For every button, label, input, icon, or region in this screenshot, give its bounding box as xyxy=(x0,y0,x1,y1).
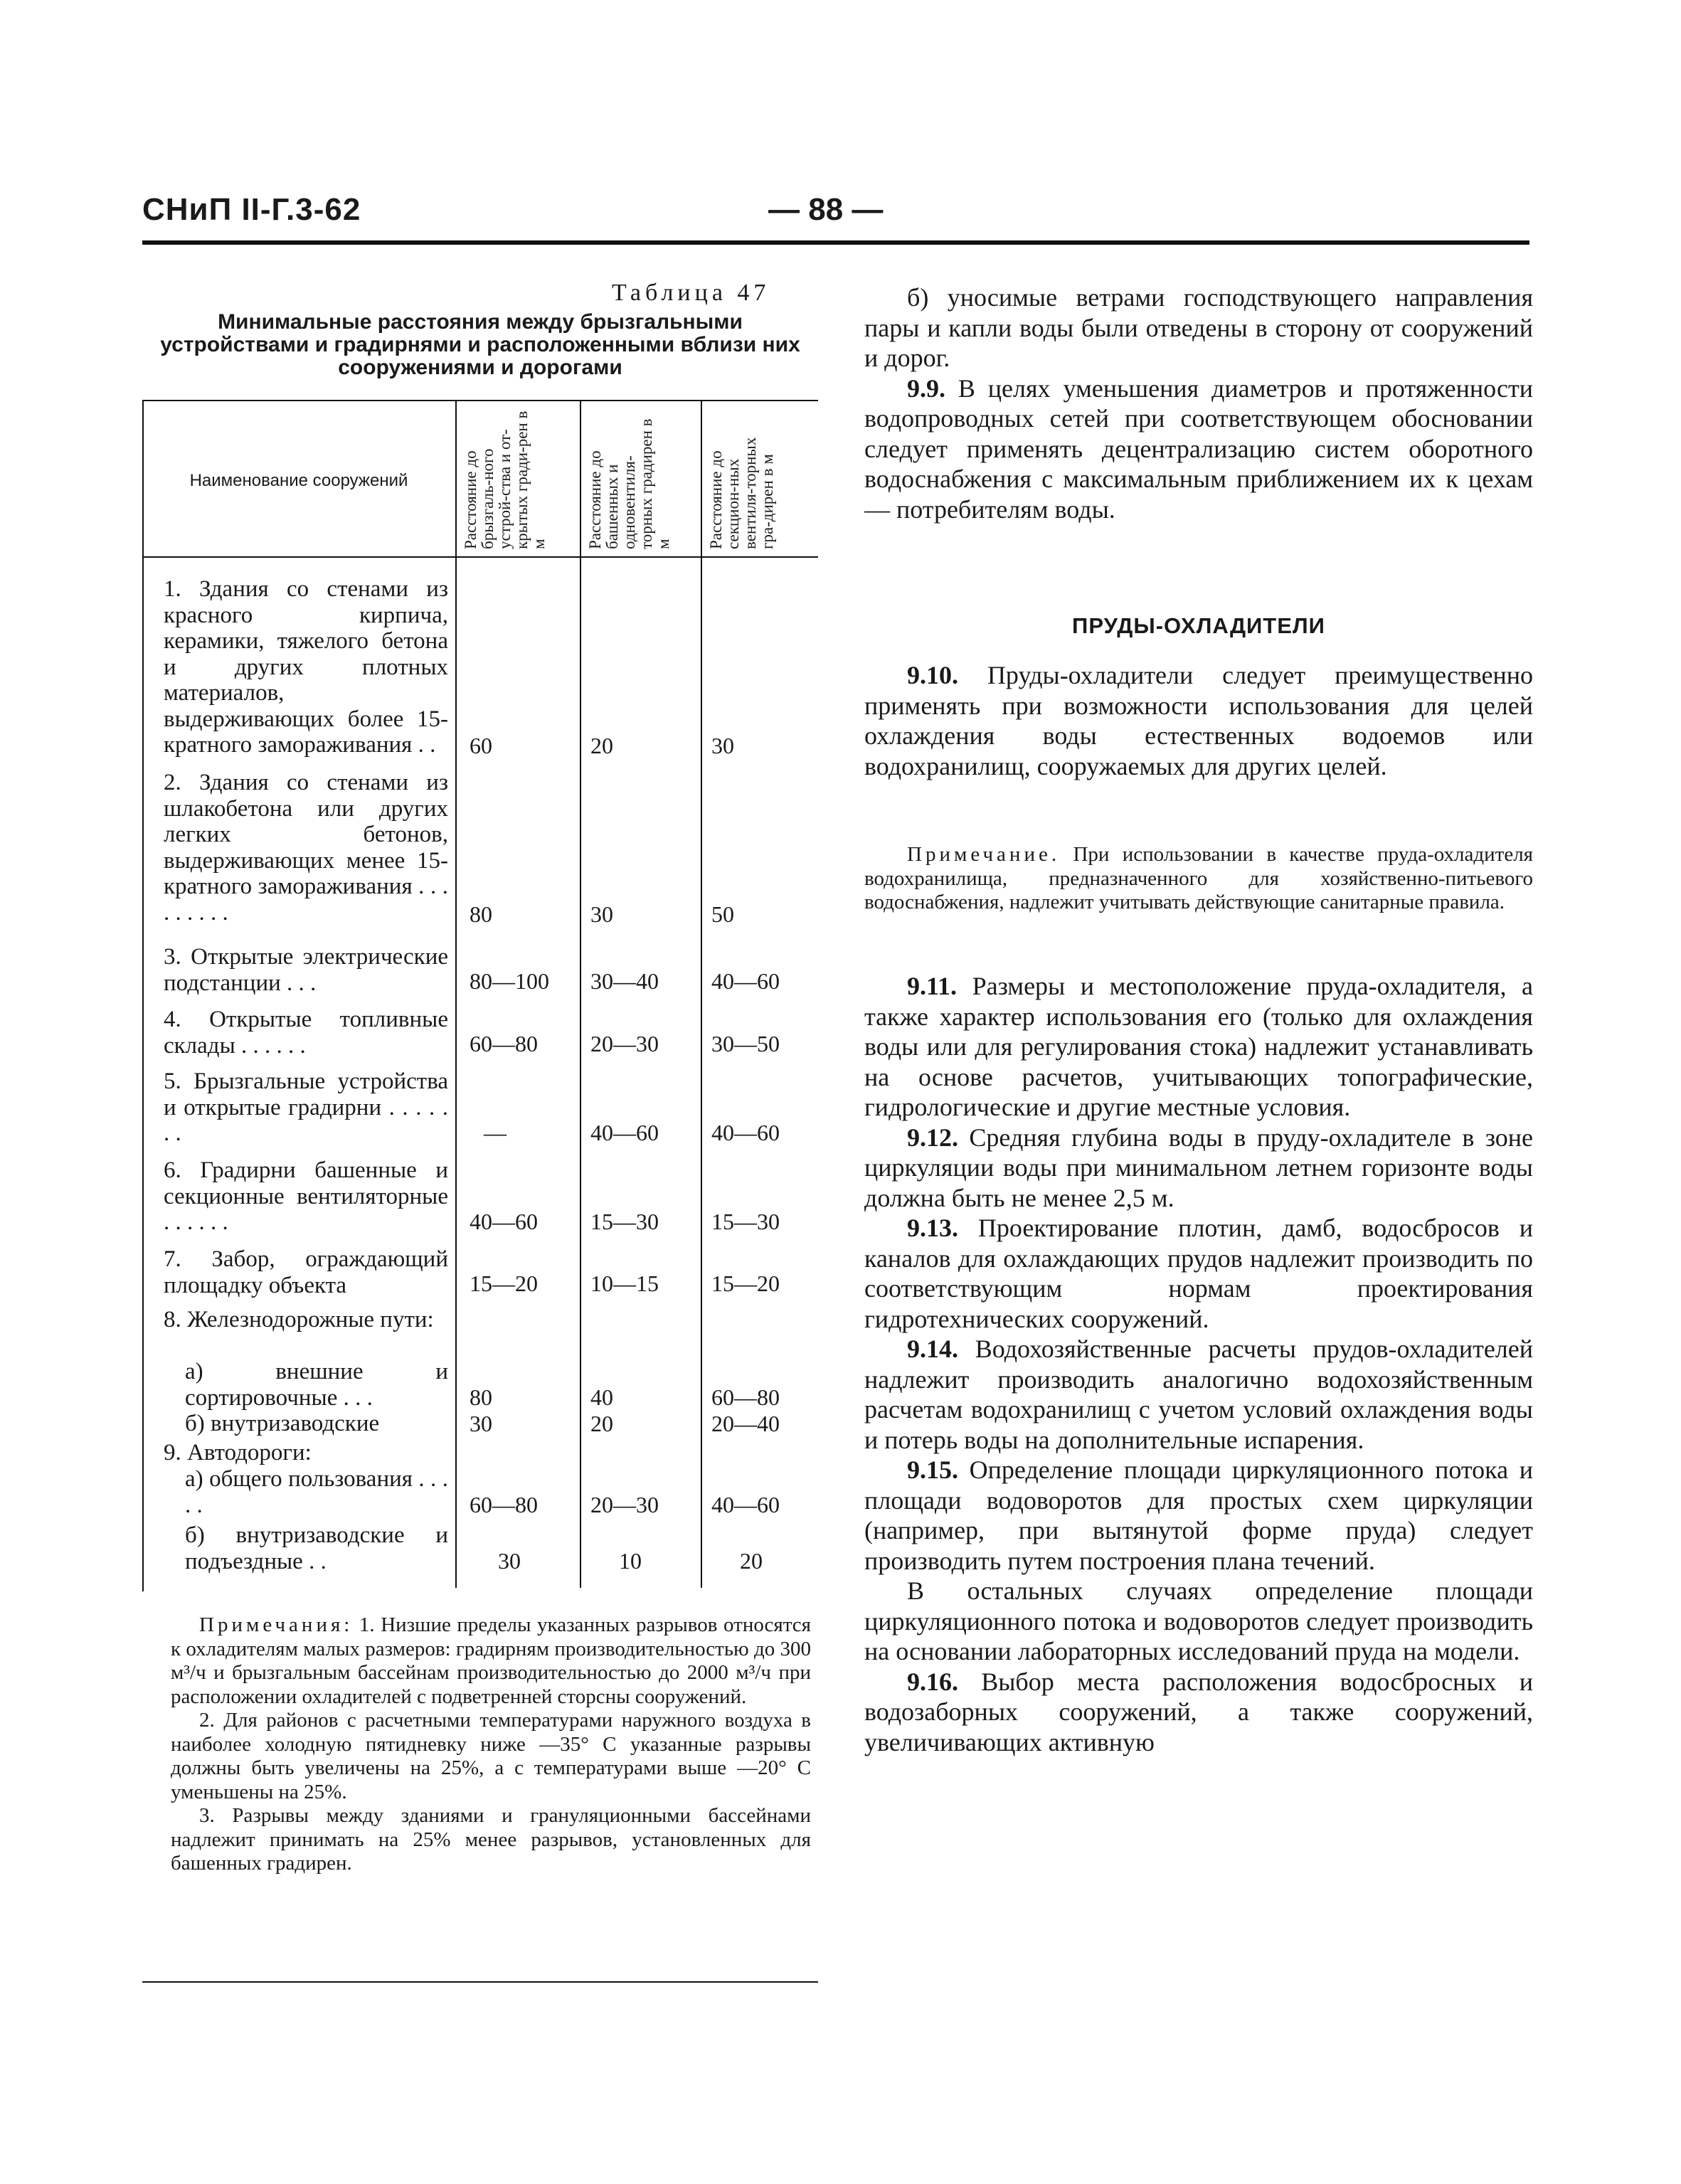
paragraph-9-10 xyxy=(864,660,1533,781)
note-3: 3. Разрывы между зданиями и грануляционными бассейнами надлежит принимать на 25% менее разрывов, установленных для башенных градирен. xyxy=(171,1804,811,1875)
paragraph-9-16 xyxy=(864,1667,1533,1758)
cell-col1: 30 xyxy=(470,1411,492,1436)
cell-col2: 10—15 xyxy=(590,1271,659,1296)
clause-number: 9.11. xyxy=(907,972,958,1000)
clause-text: Определение площади циркуляционного потока и площади водоворотов для простых схем циркуляции (например, при вытянутой форме пруда) следует производить путем построения плана течений. xyxy=(864,1456,1533,1575)
paragraph-9-15 xyxy=(864,1455,1533,1576)
note-text: При использовании в качестве пруда-охладителя водохранилища, предназначенного для хозяйственно-питьевого водоснабжения, надлежит учитывать действующие санитарные правила. xyxy=(864,843,1534,913)
cell-col1: 60 xyxy=(470,733,492,758)
clause-number: 9.13. xyxy=(907,1214,958,1242)
cell-col2: 20 xyxy=(590,1411,613,1436)
clause-text: Выбор места расположения водосбросных и водозаборных сооружений, а также сооружений, увеличивающих активную xyxy=(864,1667,1533,1756)
table-top-rule xyxy=(142,400,818,401)
table-left-border xyxy=(142,400,144,1591)
table-bottom-rule xyxy=(142,1981,818,1983)
note-1 xyxy=(171,1613,811,1709)
table-col-divider-2 xyxy=(580,400,581,1588)
col-header-2: Расстояние до башенных и одновентиля-торных градирен в м xyxy=(586,418,672,549)
cell-col1: 80—100 xyxy=(470,968,549,994)
cell-col2: 40—60 xyxy=(590,1120,659,1145)
col-header-name: Наименование сооружений xyxy=(189,471,408,490)
header-rule xyxy=(142,240,1529,245)
row-name: а) внешние и сортировочные . . . xyxy=(185,1359,448,1411)
section-heading: ПРУДЫ-ОХЛАДИТЕЛИ xyxy=(1072,613,1325,638)
paragraph-9-13 xyxy=(864,1213,1533,1334)
clause-number: 9.9. xyxy=(907,373,945,403)
table-col-divider-1 xyxy=(455,400,457,1588)
cell-col1: 60—80 xyxy=(470,1492,538,1517)
cell-col1: — xyxy=(484,1120,507,1145)
cell-col1: 40—60 xyxy=(470,1209,538,1234)
cell-col3: 30—50 xyxy=(711,1031,780,1056)
note-label: Примечание. xyxy=(907,843,1061,866)
cell-col1: 80 xyxy=(470,1384,492,1410)
cell-col3: 30 xyxy=(711,733,734,758)
note-1-text: 1. Низшие пределы указанных разрывов относятся к охладителям малых размеров: градирням производительностью до 300 м³/ч и брызгальным бассейнам производительностью до 2000 м³/ч при расположении охладителей с подветренней сторсны сооружений. xyxy=(171,1613,812,1708)
clause-text: Средняя глубина воды в пруду-охладителе в зоне циркуляции воды при минимальном летнем горизонте воды должна быть не менее 2,5 м. xyxy=(864,1123,1533,1212)
clause-number: 9.14. xyxy=(907,1335,958,1363)
row-name: 4. Открытые топливные склады . . . . . . xyxy=(164,1007,448,1059)
clause-number: 9.10. xyxy=(907,661,958,689)
row-name: б) внутризаводские xyxy=(185,1411,380,1436)
cell-col2: 20 xyxy=(590,733,613,758)
clause-text: Пруды-охладители следует преимущественно применять при возможности использования для целей охлаждения воды естественных водоемов или водохранилищ, сооружаемых для других целей. xyxy=(864,661,1534,780)
clause-number: 9.12. xyxy=(907,1123,958,1152)
table-47 xyxy=(142,400,818,1591)
row-name: 1. Здания со стенами из красного кирпича, керамики, тяжелого бетона и других плотных материалов, выдерживающих более 15-кратного замораживания . . xyxy=(164,576,448,758)
cell-col1: 80 xyxy=(470,901,492,927)
cell-col3: 15—20 xyxy=(711,1271,780,1296)
paragraph-b: б) уносимые ветрами господствующего направления пары и капли воды были отведены в сторону от сооружений и дорог. xyxy=(864,283,1533,372)
cell-col2: 20—30 xyxy=(590,1492,659,1517)
clause-number: 9.15. xyxy=(907,1456,958,1484)
cell-col3: 40—60 xyxy=(711,1492,780,1517)
cell-col3: 40—60 xyxy=(711,1120,780,1145)
cell-col3: 40—60 xyxy=(711,968,780,994)
document-code: СНиП II-Г.3-62 xyxy=(142,192,361,227)
clause-text: В целях уменьшения диаметров и протяженности водопроводных сетей при соответствующем обосновании следует применять децентрализацию систем оборотного водоснабжения с максимальным приближением их к цехам — потребителям воды. xyxy=(864,373,1533,524)
paragraph-9-11 xyxy=(864,971,1533,1123)
col-header-3: Расстояние до секцион-ных вентиля-торных гра-дирен в м xyxy=(707,437,776,549)
cell-col3: 60—80 xyxy=(711,1384,780,1410)
row-name: 3. Открытые электрические подстанции . . . xyxy=(164,944,448,996)
row-name: б) внутризаводские и подъездные . . xyxy=(185,1522,448,1574)
clause-text: Размеры и местоположение пруда-охладителя, а также характер использования его (только для охлаждения воды или для регулирования стока) надлежит устанавливать на основе расчетов, учитывающих топографические, гидрологические и другие местные условия. xyxy=(864,972,1534,1121)
table-label: Таблица 47 xyxy=(612,280,770,306)
row-name: 6. Градирни башенные и секционные вентиляторные . . . . . . xyxy=(164,1157,448,1235)
right-column-bottom xyxy=(864,971,1533,1757)
cell-col2: 15—30 xyxy=(590,1209,659,1234)
note-ponds xyxy=(864,843,1533,915)
cell-col1: 15—20 xyxy=(470,1271,538,1296)
note-2: 2. Для районов с расчетными температурами наружного воздуха в наиболее холодную пятидневку ниже —35° С указанные разрывы должны быть увеличены на 25%, а с температурами выше —20° С уменьшены на 25%. xyxy=(171,1709,811,1803)
cell-col2: 10 xyxy=(619,1548,642,1574)
cell-col3: 20—40 xyxy=(711,1411,780,1436)
cell-col2: 30 xyxy=(590,901,613,927)
row-name: 2. Здания со стенами из шлакобетона или других легких бетонов, выдерживающих менее 15-кратного замораживания . . . . . . . . . xyxy=(164,770,448,926)
clause-text: Проектирование плотин, дамб, водосбросов и каналов для охлаждающих прудов надлежит производить по соответствующим нормам проектирования гидротехнических сооружений. xyxy=(864,1214,1534,1333)
cell-col2: 30—40 xyxy=(590,968,659,994)
paragraph-9-9 xyxy=(864,373,1533,525)
cell-col1: 30 xyxy=(498,1548,521,1574)
clause-text: Водохозяйственные расчеты прудов-охладителей надлежит производить аналогично водохозяйственным расчетам водохранилищ с учетом условий охлаждения воды и потерь воды на дополнительные испарения. xyxy=(864,1335,1534,1454)
row-name: 8. Железнодорожные пути: xyxy=(164,1307,434,1332)
row-name: 7. Забор, ограждающий площадку объекта xyxy=(164,1246,448,1298)
cell-col3: 20 xyxy=(740,1548,763,1574)
page-number: — 88 — xyxy=(768,192,884,227)
col-header-1: Расстояние до брызгаль-ного устрой-ства и от-крытых гради-рен в м xyxy=(462,410,548,549)
cell-col2: 40 xyxy=(590,1384,613,1410)
cell-col3: 15—30 xyxy=(711,1209,780,1234)
paragraph-9-15-cont: В остальных случаях определение площади циркуляционного потока и водоворотов следует производить на основании лабораторных исследований пруда на модели. xyxy=(864,1576,1533,1665)
table-header-rule xyxy=(142,556,818,558)
right-column-top xyxy=(864,282,1533,524)
cell-col2: 20—30 xyxy=(590,1031,659,1056)
notes-label: Примечания: xyxy=(199,1613,354,1636)
table-notes xyxy=(171,1613,811,1876)
paragraph-9-14 xyxy=(864,1334,1533,1455)
row-name: 9. Автодороги: xyxy=(164,1440,312,1465)
paragraph-9-12 xyxy=(864,1123,1533,1214)
cell-col3: 50 xyxy=(711,901,734,927)
row-name: а) общего пользования . . . . . xyxy=(185,1466,448,1518)
table-title: Минимальные расстояния между брызгальными устройствами и градирнями и расположенными вблизи них сооружениями и дорогами xyxy=(160,310,800,379)
cell-col1: 60—80 xyxy=(470,1031,538,1056)
clause-number: 9.16. xyxy=(907,1667,958,1696)
table-col-divider-3 xyxy=(701,400,702,1588)
row-name: 5. Брызгальные устройства и открытые градирни . . . . . . . xyxy=(164,1069,448,1146)
